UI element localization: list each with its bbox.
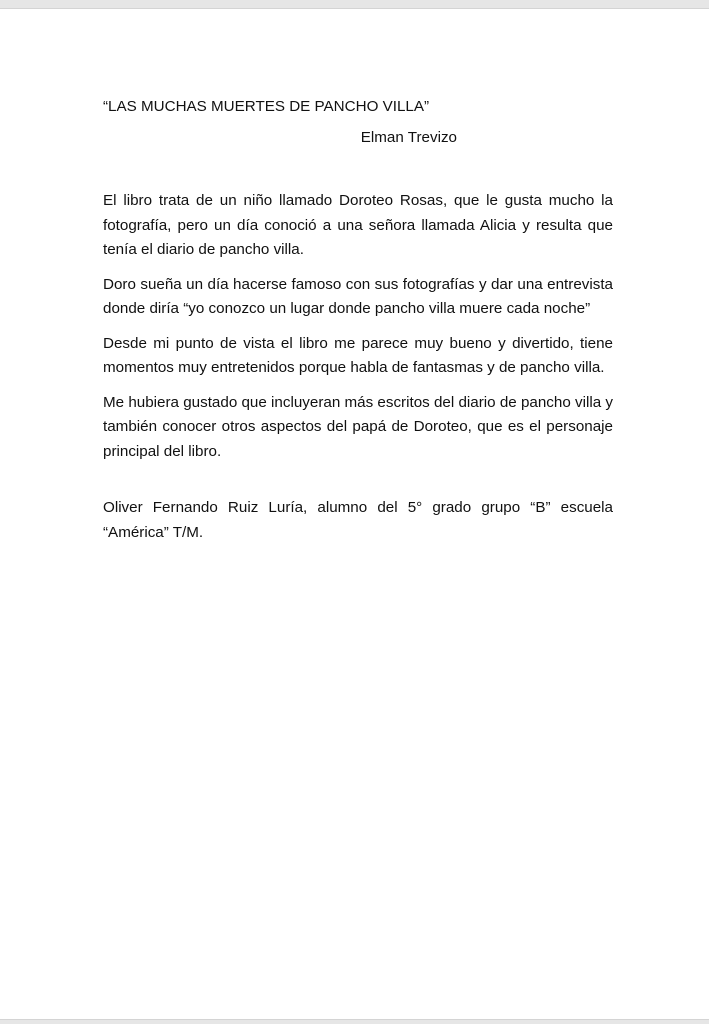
document-author: Elman Trevizo [360,129,457,146]
document-content [103,97,613,545]
document-title: “LAS MUCHAS MUERTES DE PANCHO VILLA” [103,98,430,115]
paragraph-1: El libro trata de un niño llamado Doroteo Rosas, que le gusta mucho la fotografía, pero un día conoció a una señora llamada Alicia y resulta que tenía el diario de pancho villa. [103,192,613,258]
document-page [0,8,709,1020]
document-body [103,189,613,464]
document-signature: Oliver Fernando Ruiz Luría, alumno del 5° grado grupo “B” escuela “América” T/M. [103,499,613,541]
paragraph-3: Desde mi punto de vista el libro me parece muy bueno y divertido, tiene momentos muy entretenidos porque habla de fantasmas y de pancho villa. [103,334,613,376]
paragraph-4: Me hubiera gustado que incluyeran más escritos del diario de pancho villa y también conocer otros aspectos del papá de Doroteo, que es el personaje principal del libro. [103,393,613,460]
paragraph-2: Doro sueña un día hacerse famoso con sus fotografías y dar una entrevista donde diría “yo conozco un lugar donde pancho villa muere cada noche” [103,275,613,317]
